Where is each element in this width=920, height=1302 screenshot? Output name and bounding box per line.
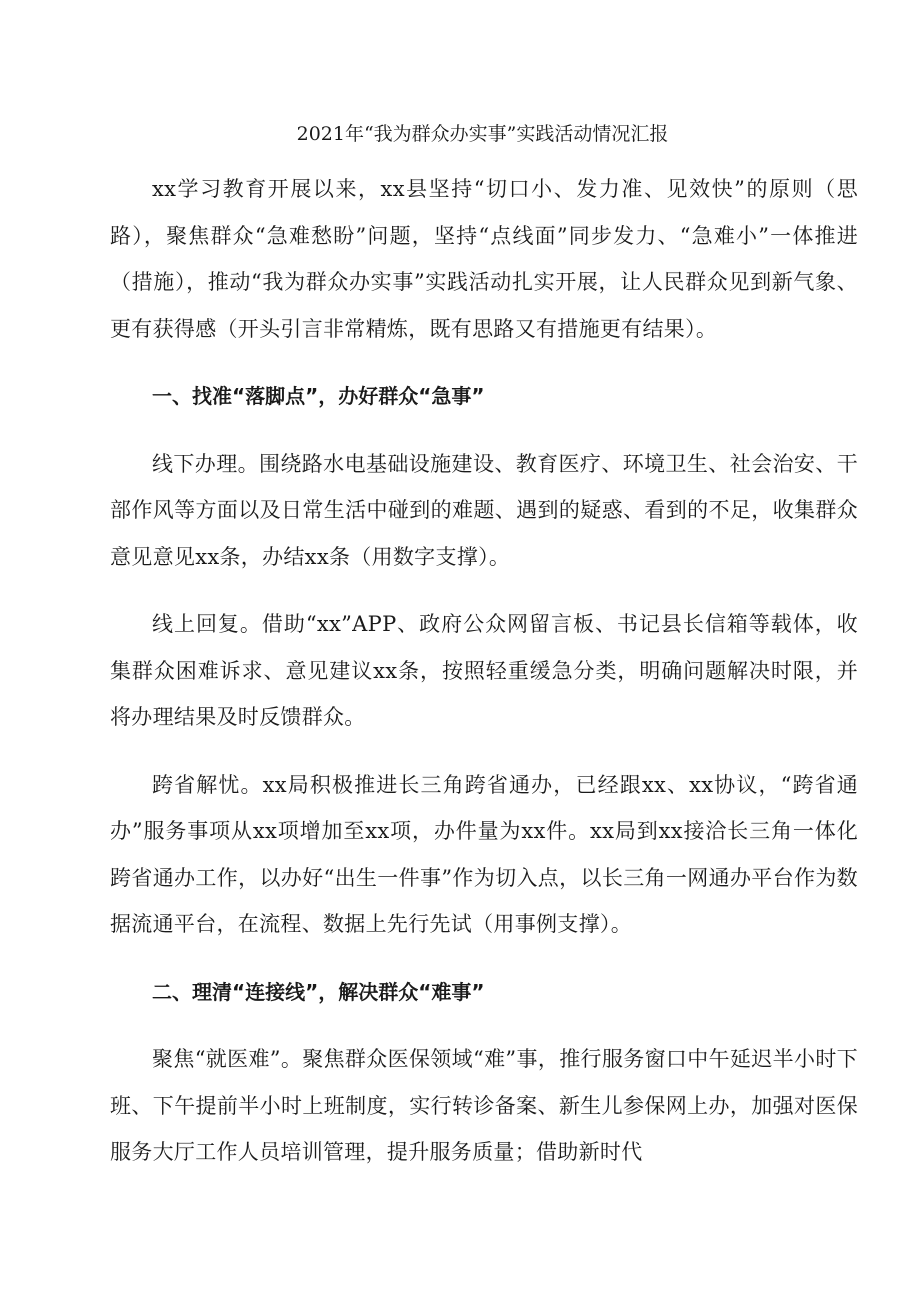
section1-paragraph-cross-province: 跨省解忧。xx局积极推进长三角跨省通办，已经跟xx、xx协议，“跨省通办”服务事项从xx项增加至xx项，办件量为xx件。xx局到xx接洽长三角一体化跨省通办工作，以办好“出生一件事”作为切入点，以长三角一网通办平台作为数据流通平台，在流程、数据上先行先试（用事例支撑）。	[110, 772, 858, 936]
section-heading-2: 二、理清“连接线”，解决群众“难事”	[152, 979, 485, 1004]
document-body	[110, 166, 858, 1197]
section1-paragraph-offline: 线下办理。围绕路水电基础设施建设、教育医疗、环境卫生、社会治安、干部作风等方面以及日常生活中碰到的难题、遇到的疑惑、看到的不足，收集群众意见意见xx条，办结xx条（用数字支撑）。	[110, 451, 858, 569]
section-heading-1: 一、找准“落脚点”，办好群众“急事”	[152, 384, 485, 408]
section1-paragraph-online: 线上回复。借助“xx”APP、政府公众网留言板、书记县长信箱等载体，收集群众困难诉求、意见建议xx条，按照轻重缓急分类，明确问题解决时限，并将办理结果及时反馈群众。	[110, 612, 858, 729]
section2-paragraph-medical: 聚焦“就医难”。聚焦群众医保领域“难”事，推行服务窗口中午延迟半小时下班、下午提前半小时上班制度，实行转诊备案、新生儿参保网上办，加强对医保服务大厅工作人员培训管理，提升服务质量；借助新时代	[110, 1047, 858, 1164]
document-title: 2021年“我为群众办实事”实践活动情况汇报	[296, 123, 669, 145]
intro-paragraph: xx学习教育开展以来，xx县坚持“切口小、发力准、见效快”的原则（思路），聚焦群众“急难愁盼”问题，坚持“点线面”同步发力、“急难小”一体推进（措施），推动“我为群众办实事”实践活动扎实开展，让人民群众见到新气象、更有获得感（开头引言非常精炼，既有思路又有措施更有结果）。	[110, 177, 858, 341]
